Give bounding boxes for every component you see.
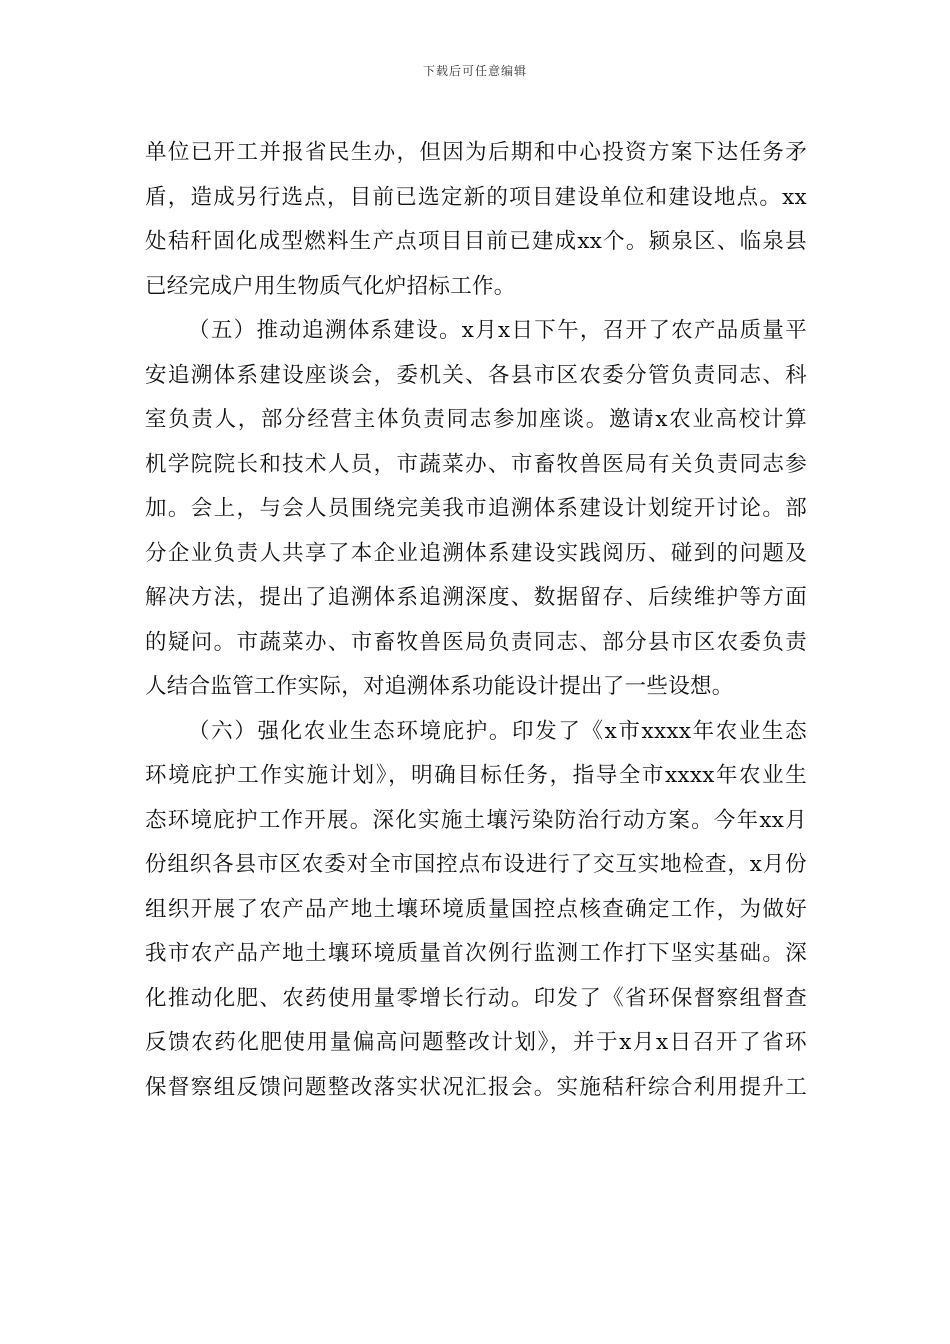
text-line: 分企业负责人共享了本企业追溯体系建设实践阅历、碰到的问题及 xyxy=(145,540,807,566)
text-line: 加。会上，与会人员围绕完美我市追溯体系建设计划绽开讨论。部 xyxy=(145,496,807,521)
text-line: 组织开展了农产品产地土壤环境质量国控点核查确定工作，为做好 xyxy=(145,896,807,922)
text-line: （六）强化农业生态环境庇护。印发了《x市xxxx年农业生态 xyxy=(188,718,807,744)
text-line: 环境庇护工作实施计划》，明确目标任务，指导全市xxxx年农业生 xyxy=(145,763,807,788)
text-line: 我市农产品产地土壤环境质量首次例行监测工作打下坚实基础。深 xyxy=(145,941,807,966)
text-line: 处秸秆固化成型燃料生产点项目目前已建成xx个。颍泉区、临泉县 xyxy=(145,229,807,254)
text-line: 的疑问。市蔬菜办、市畜牧兽医局负责同志、部分县市区农委负责 xyxy=(145,629,807,655)
text-line: （五）推动追溯体系建设。x月x日下午，召开了农产品质量平 xyxy=(188,318,807,343)
text-line: 机学院院长和技术人员，市蔬菜办、市畜牧兽医局有关负责同志参 xyxy=(145,451,807,477)
text-line: 保督察组反馈问题整改落实状况汇报会。实施秸秆综合利用提升工 xyxy=(145,1074,807,1100)
text-line: 安追溯体系建设座谈会，委机关、各县市区农委分管负责同志、科 xyxy=(145,362,807,388)
paragraph-section-five xyxy=(145,309,807,710)
text-line: 态环境庇护工作开展。深化实施土壤污染防治行动方案。今年xx月 xyxy=(145,807,807,833)
text-line: 反馈农药化肥使用量偏高问题整改计划》，并于x月x日召开了省环 xyxy=(145,1030,807,1055)
text-line: 份组织各县市区农委对全市国控点布设进行了交互实地检查，x月份 xyxy=(145,852,807,877)
text-line: 化推动化肥、农药使用量零增长行动。印发了《省环保督察组督查 xyxy=(145,985,807,1011)
text-line: 盾，造成另行选点，目前已选定新的项目建设单位和建设地点。xx xyxy=(145,184,807,210)
page-header-note: 下载后可任意编辑 xyxy=(422,64,527,78)
text-line: 解决方法，提出了追溯体系追溯深度、数据留存、后续维护等方面 xyxy=(145,585,807,610)
text-line: 已经完成户用生物质气化炉招标工作。 xyxy=(145,273,516,299)
text-line: 人结合监管工作实际，对追溯体系功能设计提出了一些设想。 xyxy=(145,674,734,699)
paragraph-section-six xyxy=(145,710,807,1111)
text-line: 室负责人，部分经营主体负责同志参加座谈。邀请x农业高校计算 xyxy=(145,407,807,432)
text-line: 单位已开工并报省民生办，但因为后期和中心投资方案下达任务矛 xyxy=(145,140,807,165)
document-body xyxy=(145,131,807,1110)
paragraph-continued xyxy=(145,131,807,309)
